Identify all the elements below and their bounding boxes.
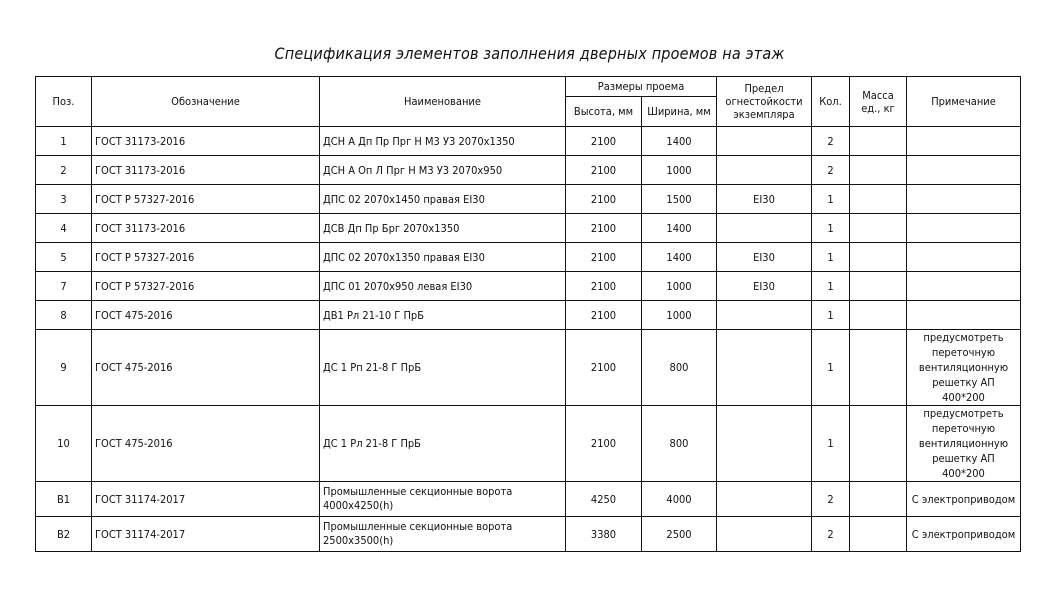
cell-qty: 1 (812, 406, 850, 482)
cell-qty: 2 (812, 156, 850, 185)
cell-fire: EI30 (717, 243, 812, 272)
cell-fire: EI30 (717, 272, 812, 301)
cell-mass (850, 517, 907, 552)
cell-note: С электроприводом (907, 517, 1021, 552)
header-mass: Масса ед., кг (850, 77, 907, 127)
cell-name: ДВ1 Рл 21-10 Г ПрБ (320, 301, 566, 330)
cell-name: ДСН А Оп Л Прг Н М3 У3 2070х950 (320, 156, 566, 185)
cell-pos: 2 (36, 156, 92, 185)
cell-fire (717, 156, 812, 185)
cell-note (907, 156, 1021, 185)
cell-note (907, 301, 1021, 330)
cell-note (907, 127, 1021, 156)
cell-name: Промышленные секционные ворота 4000х4250(h) (320, 482, 566, 517)
cell-fire (717, 517, 812, 552)
cell-pos: В1 (36, 482, 92, 517)
cell-pos: 1 (36, 127, 92, 156)
cell-note (907, 185, 1021, 214)
cell-name: ДСН А Дп Пр Прг Н М3 У3 2070х1350 (320, 127, 566, 156)
cell-qty: 2 (812, 482, 850, 517)
cell-width: 1400 (642, 127, 717, 156)
cell-height: 2100 (566, 330, 642, 406)
cell-name: ДС 1 Рл 21-8 Г ПрБ (320, 406, 566, 482)
cell-name: ДПС 02 2070х1450 правая EI30 (320, 185, 566, 214)
table-row (36, 127, 1021, 156)
cell-qty: 1 (812, 272, 850, 301)
cell-height: 2100 (566, 185, 642, 214)
cell-height: 2100 (566, 243, 642, 272)
cell-pos: 4 (36, 214, 92, 243)
cell-note (907, 272, 1021, 301)
cell-fire (717, 330, 812, 406)
cell-height: 3380 (566, 517, 642, 552)
cell-pos: 9 (36, 330, 92, 406)
cell-name: Промышленные секционные ворота 2500х3500(h) (320, 517, 566, 552)
table-row (36, 243, 1021, 272)
cell-width: 800 (642, 406, 717, 482)
cell-mass (850, 482, 907, 517)
cell-qty: 1 (812, 185, 850, 214)
cell-mass (850, 156, 907, 185)
cell-designation: ГОСТ 475-2016 (92, 301, 320, 330)
cell-designation: ГОСТ 31173-2016 (92, 156, 320, 185)
cell-designation: ГОСТ 475-2016 (92, 406, 320, 482)
cell-pos: 10 (36, 406, 92, 482)
cell-height: 2100 (566, 301, 642, 330)
cell-fire (717, 127, 812, 156)
cell-mass (850, 272, 907, 301)
cell-pos: 7 (36, 272, 92, 301)
cell-mass (850, 127, 907, 156)
cell-qty: 1 (812, 301, 850, 330)
table-row (36, 272, 1021, 301)
header-opening-sizes: Размеры проема (566, 77, 717, 97)
table-row (36, 301, 1021, 330)
table-row (36, 156, 1021, 185)
header-height: Высота, мм (566, 97, 642, 127)
header-fire-resistance: Предел огнестойкости экземпляра (717, 77, 812, 127)
table-row (36, 185, 1021, 214)
table-row (36, 406, 1021, 482)
header-designation: Обозначение (92, 77, 320, 127)
table-row (36, 482, 1021, 517)
cell-pos: В2 (36, 517, 92, 552)
cell-mass (850, 406, 907, 482)
cell-qty: 1 (812, 330, 850, 406)
cell-width: 1400 (642, 214, 717, 243)
cell-mass (850, 185, 907, 214)
cell-mass (850, 301, 907, 330)
cell-height: 2100 (566, 127, 642, 156)
table-row (36, 214, 1021, 243)
cell-note: предусмотреть переточную вентиляционную решетку АП 400*200 (907, 406, 1021, 482)
cell-height: 4250 (566, 482, 642, 517)
cell-mass (850, 214, 907, 243)
cell-designation: ГОСТ 31174-2017 (92, 482, 320, 517)
cell-qty: 2 (812, 127, 850, 156)
cell-designation: ГОСТ Р 57327-2016 (92, 272, 320, 301)
cell-pos: 5 (36, 243, 92, 272)
cell-fire (717, 482, 812, 517)
cell-name: ДПС 01 2070х950 левая EI30 (320, 272, 566, 301)
cell-width: 800 (642, 330, 717, 406)
cell-qty: 1 (812, 243, 850, 272)
cell-note: предусмотреть переточную вентиляционную решетку АП 400*200 (907, 330, 1021, 406)
header-pos: Поз. (36, 77, 92, 127)
specification-table (35, 76, 1021, 552)
cell-width: 1500 (642, 185, 717, 214)
cell-qty: 1 (812, 214, 850, 243)
cell-name: ДСВ Дп Пр Брг 2070х1350 (320, 214, 566, 243)
header-name: Наименование (320, 77, 566, 127)
cell-note (907, 214, 1021, 243)
cell-pos: 3 (36, 185, 92, 214)
cell-width: 2500 (642, 517, 717, 552)
header-width: Ширина, мм (642, 97, 717, 127)
cell-designation: ГОСТ 31174-2017 (92, 517, 320, 552)
cell-fire (717, 301, 812, 330)
cell-width: 1000 (642, 301, 717, 330)
cell-fire (717, 214, 812, 243)
cell-height: 2100 (566, 214, 642, 243)
table-title: Спецификация элементов заполнения дверных проемов на этаж (274, 44, 785, 63)
header-note: Примечание (907, 77, 1021, 127)
cell-height: 2100 (566, 406, 642, 482)
table-row (36, 517, 1021, 552)
cell-note: С электроприводом (907, 482, 1021, 517)
cell-height: 2100 (566, 272, 642, 301)
cell-width: 1000 (642, 156, 717, 185)
cell-qty: 2 (812, 517, 850, 552)
cell-mass (850, 243, 907, 272)
cell-fire: EI30 (717, 185, 812, 214)
table-row (36, 330, 1021, 406)
cell-name: ДС 1 Рп 21-8 Г ПрБ (320, 330, 566, 406)
cell-width: 4000 (642, 482, 717, 517)
cell-pos: 8 (36, 301, 92, 330)
cell-designation: ГОСТ 31173-2016 (92, 127, 320, 156)
cell-width: 1400 (642, 243, 717, 272)
header-qty: Кол. (812, 77, 850, 127)
cell-height: 2100 (566, 156, 642, 185)
cell-fire (717, 406, 812, 482)
cell-width: 1000 (642, 272, 717, 301)
cell-designation: ГОСТ Р 57327-2016 (92, 185, 320, 214)
cell-name: ДПС 02 2070х1350 правая EI30 (320, 243, 566, 272)
cell-designation: ГОСТ 475-2016 (92, 330, 320, 406)
cell-designation: ГОСТ 31173-2016 (92, 214, 320, 243)
cell-mass (850, 330, 907, 406)
cell-designation: ГОСТ Р 57327-2016 (92, 243, 320, 272)
cell-note (907, 243, 1021, 272)
